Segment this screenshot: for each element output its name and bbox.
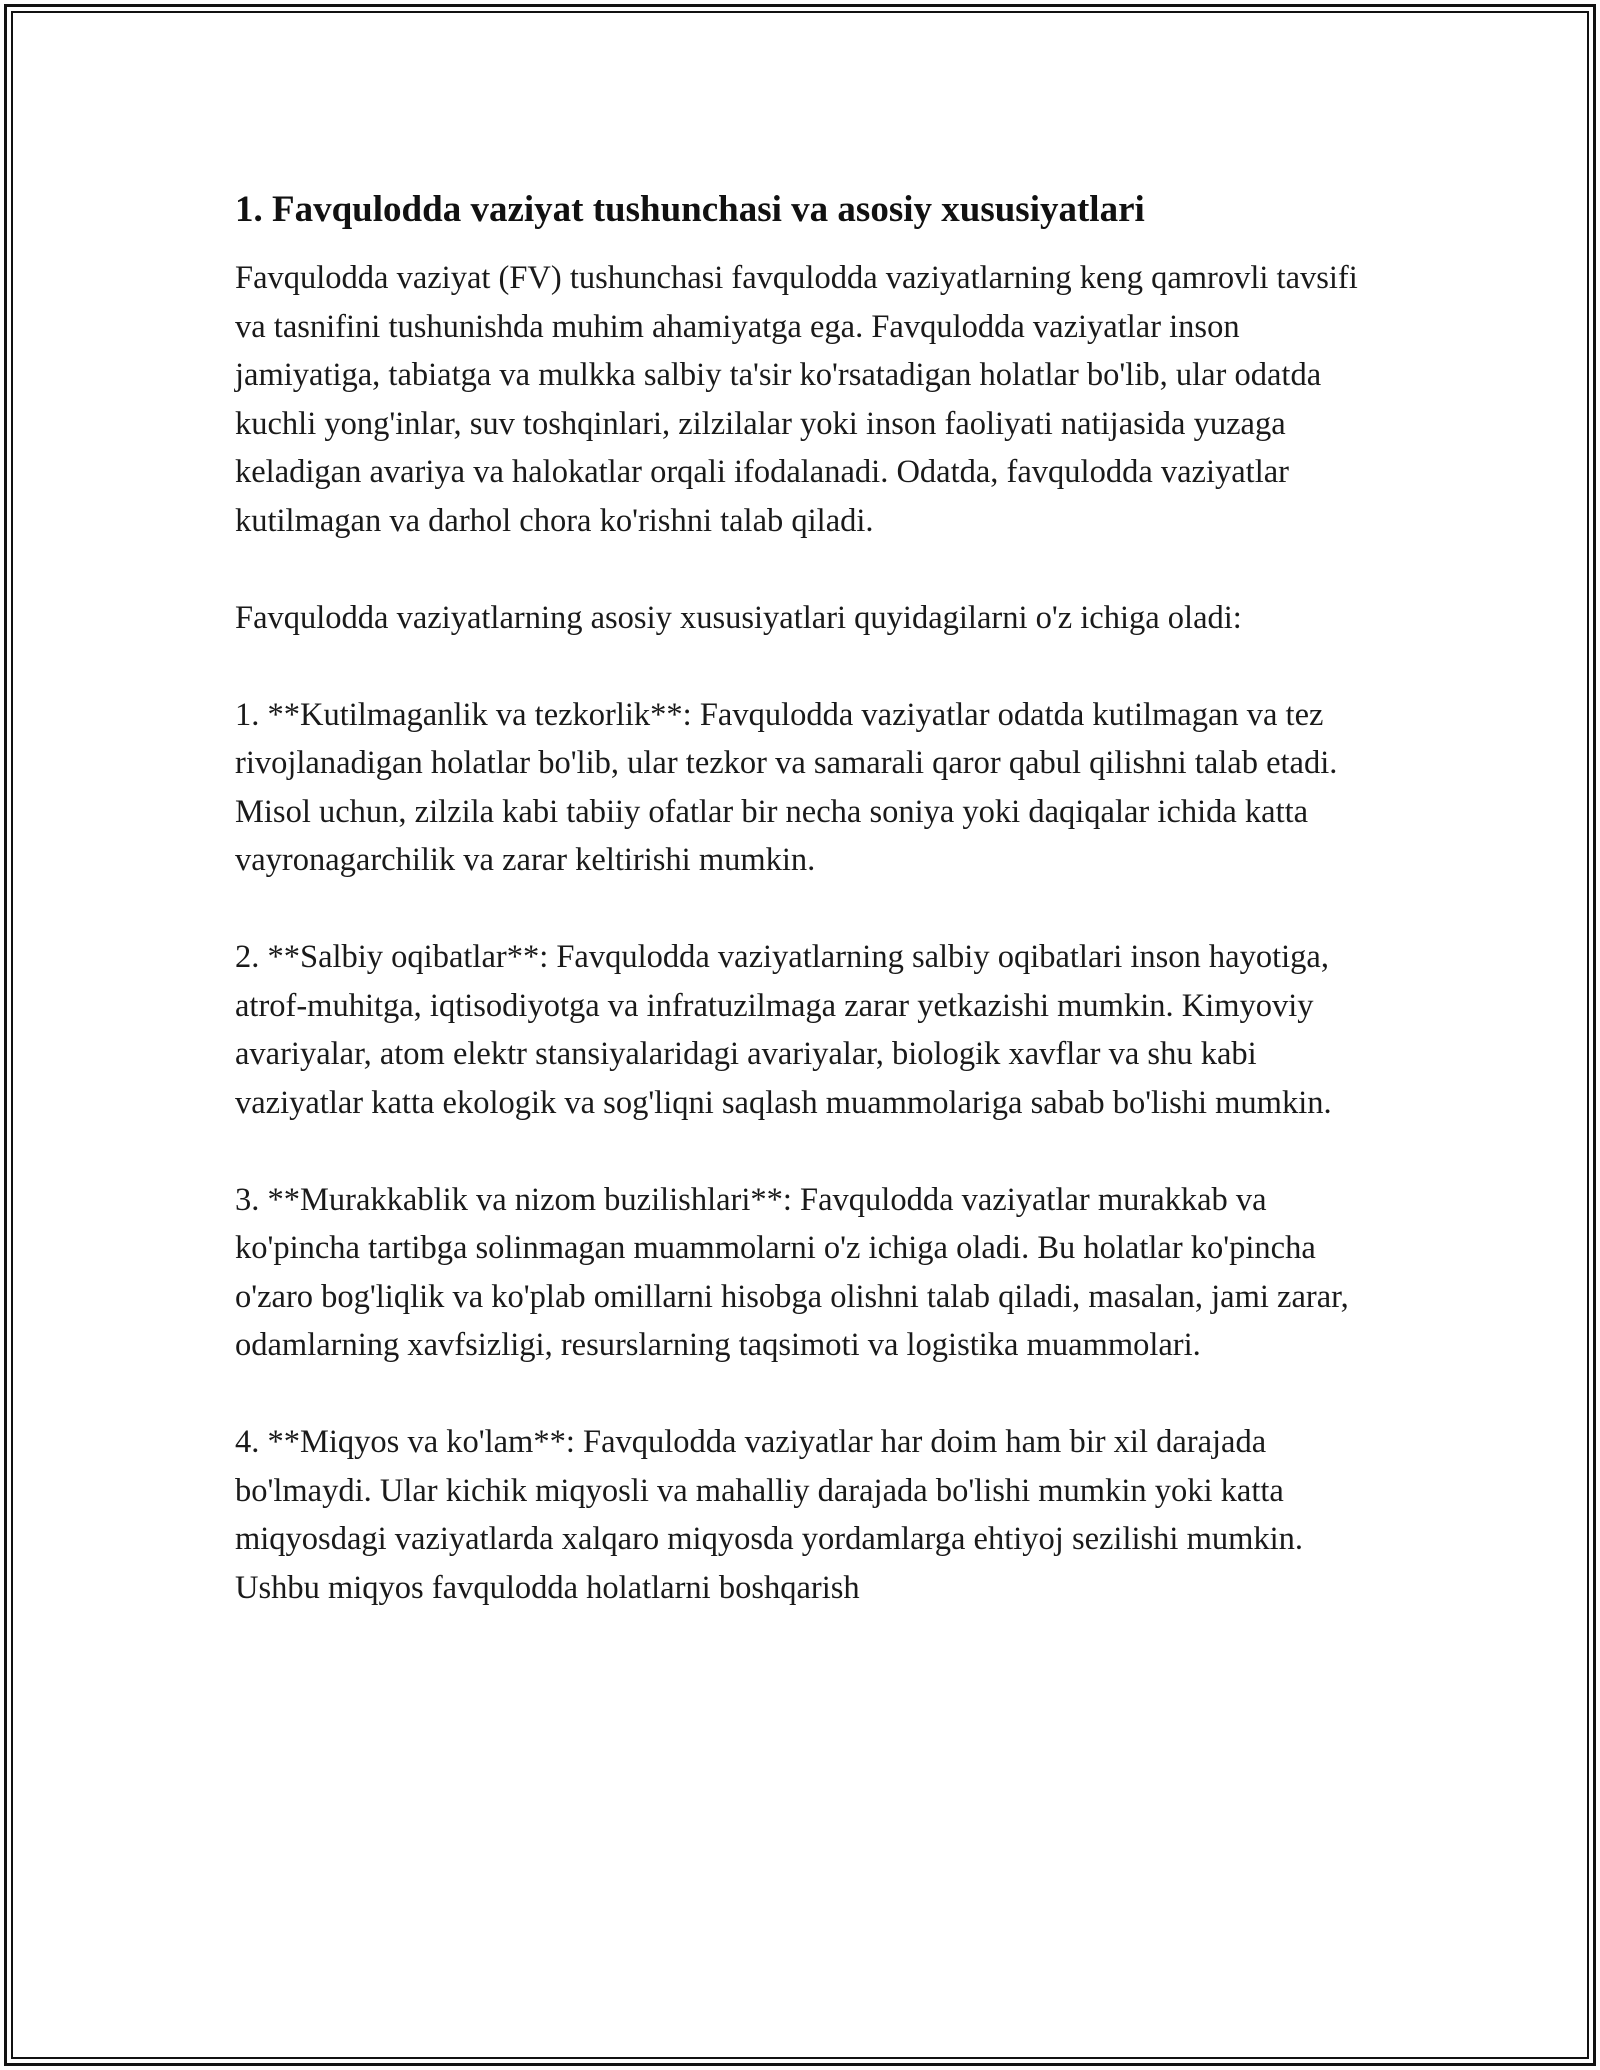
document-body <box>235 186 1370 1661</box>
section-heading: 1. Favqulodda vaziyat tushunchasi va asosiy xususiyatlari <box>235 189 1145 230</box>
intro-paragraph: Favqulodda vaziyat (FV) tushunchasi favqulodda vaziyatlarning keng qamrovli tavsifi va tasnifini tushunishda muhim ahamiyatga ega. Favqulodda vaziyatlar inson jamiyatiga, tabiatga va mulkka salbiy ta'sir ko'rsatadigan holatlar bo'lib, ular odatda kuchli yong'inlar, suv toshqinlari, zilzilalar yoki inson faoliyati natijasida yuzaga keladigan avariya va halokatlar orqali ifodalanadi. Odatda, favqulodda vaziyatlar kutilmagan va darhol chora ko'rishni talab qiladi. <box>235 260 1358 539</box>
list-item-scale: 4. **Miqyos va ko'lam**: Favqulodda vaziyatlar har doim ham bir xil darajada bo'lmaydi. Ular kichik miqyosli va mahalliy darajada bo'lishi mumkin yoki katta miqyosdagi vaziyatlarda xalqaro miqyosda yordamlarga ehtiyoj sezilishi mumkin. Ushbu miqyos favqulodda holatlarni boshqarish <box>235 1424 1304 1606</box>
list-item-complexity: 3. **Murakkablik va nizom buzilishlari**: Favqulodda vaziyatlar murakkab va ko'pincha tartibga solinmagan muammolarni o'z ichiga oladi. Bu holatlar ko'pincha o'zaro bog'liqlik va ko'plab omillarni hisobga olishni talab qiladi, masalan, jami zarar, odamlarning xavfsizligi, resurslarning taqsimoti va logistika muammolari. <box>235 1181 1349 1363</box>
list-item-unexpectedness: 1. **Kutilmaganlik va tezkorlik**: Favqulodda vaziyatlar odatda kutilmagan va tez rivojlanadigan holatlar bo'lib, ular tezkor va samarali qaror qabul qilishni talab etadi. Misol uchun, zilzila kabi tabiiy ofatlar bir necha soniya yoki daqiqalar ichida katta vayronagarchilik va zarar keltirishi mumkin. <box>235 696 1338 878</box>
list-item-negative-consequences: 2. **Salbiy oqibatlar**: Favqulodda vaziyatlarning salbiy oqibatlari inson hayotiga, atrof-muhitga, iqtisodiyotga va infratuzilmaga zarar yetkazishi mumkin. Kimyoviy avariyalar, atom elektr stansiyalaridagi avariyalar, biologik xavflar va shu kabi vaziyatlar katta ekologik va sog'liqni saqlash muammolariga sabab bo'lishi mumkin. <box>235 939 1332 1121</box>
features-intro-paragraph: Favqulodda vaziyatlarning asosiy xususiyatlari quyidagilarni o'z ichiga oladi: <box>235 599 1242 636</box>
